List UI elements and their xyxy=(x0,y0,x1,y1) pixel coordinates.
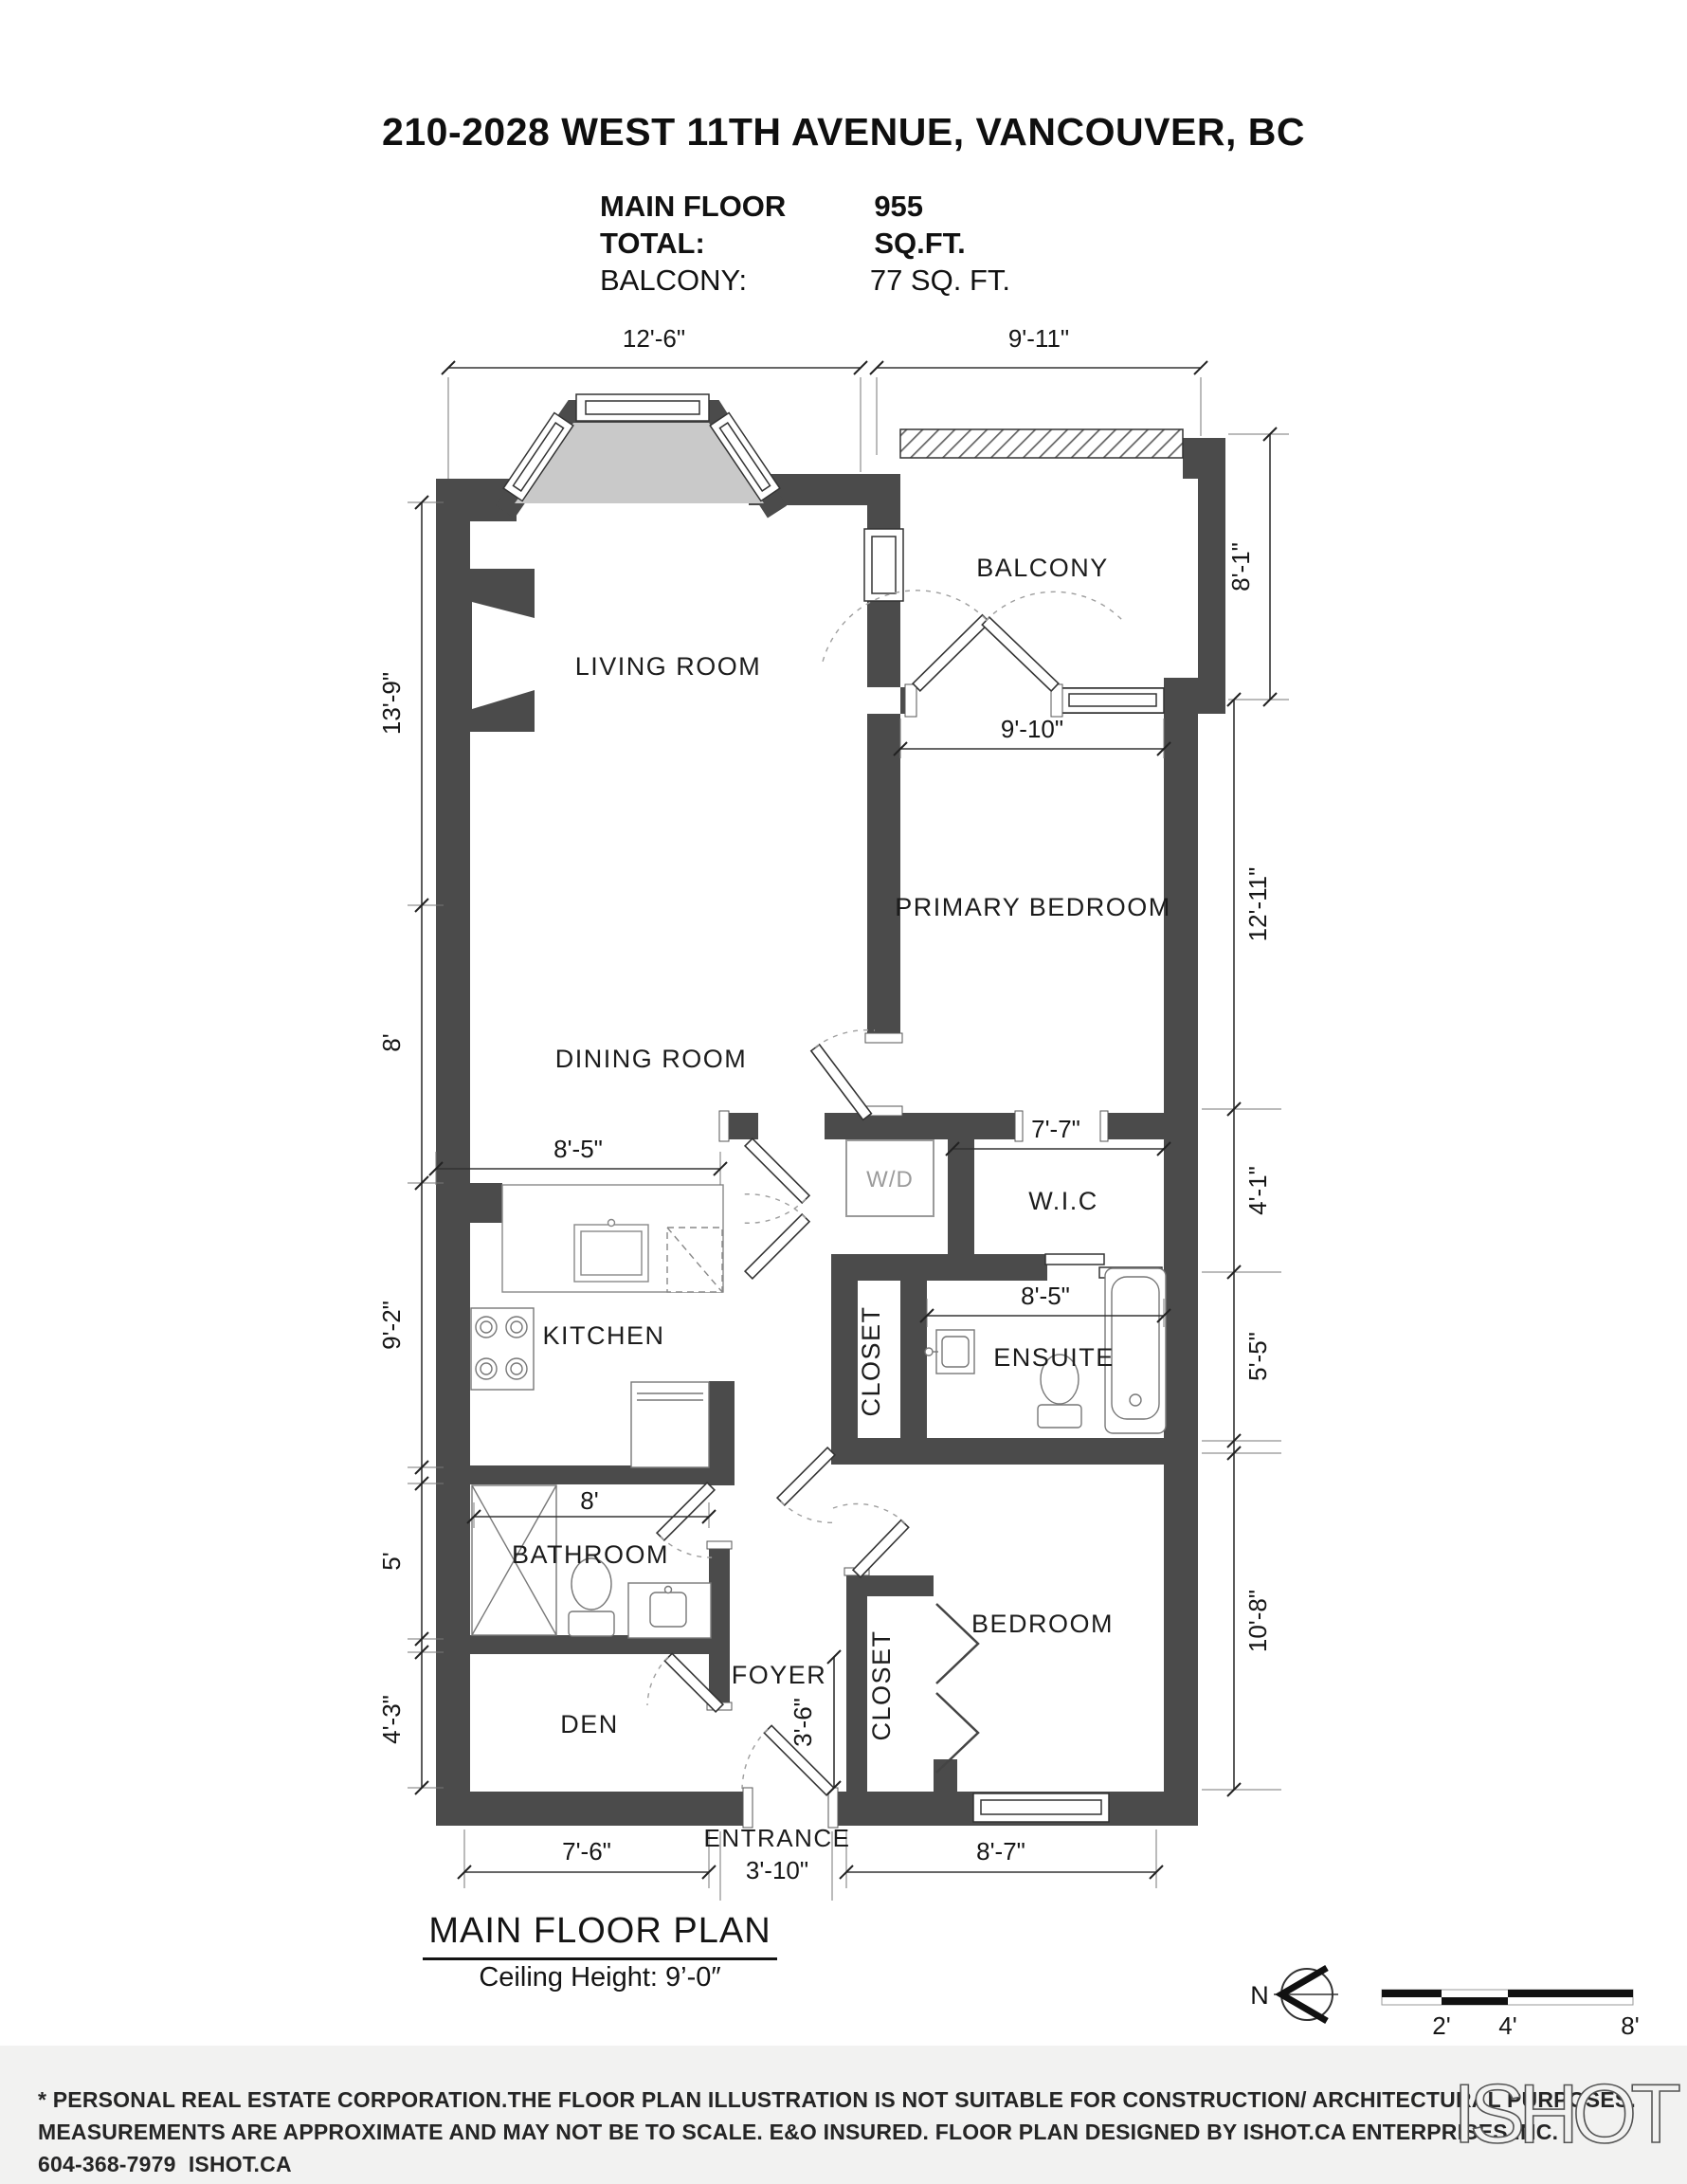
dim-right-balcony: 8'-1" xyxy=(1226,542,1255,592)
dim-kitchen-width: 8'-5" xyxy=(553,1135,603,1163)
bay-window xyxy=(503,394,780,512)
ceiling-height: Ceiling Height: 9’-0″ xyxy=(479,1962,721,1993)
bathroom-vanity xyxy=(628,1583,711,1638)
dim-top-left: 12'-6" xyxy=(622,324,686,353)
plan-title: MAIN FLOOR PLAN xyxy=(423,1911,776,1960)
footer xyxy=(0,2046,1687,2184)
dim-left-bathroom: 5' xyxy=(377,1552,406,1571)
foyer-label: FOYER xyxy=(731,1661,827,1689)
entrance-label: ENTRANCE xyxy=(703,1824,851,1852)
dim-right-wic: 4'-1" xyxy=(1243,1166,1272,1215)
disclaimer-line-2: MEASUREMENTS ARE APPROXIMATE AND MAY NOT BE TO SCALE. E&O INSURED. FLOOR PLAN DESIGNED BY ISHOT.CA ENTERPRISES INC. xyxy=(38,2120,1559,2144)
dim-bottom-bedroom: 8'-7" xyxy=(976,1837,1025,1866)
bedroom-closet-label: CLOSET xyxy=(867,1629,896,1741)
dim-left-kitchen: 9'-2" xyxy=(377,1301,406,1350)
scale-2ft: 2' xyxy=(1432,2011,1451,2040)
balcony-label: BALCONY xyxy=(976,554,1109,582)
dim-foyer-height: 3'-6" xyxy=(789,1698,817,1747)
scale-8ft: 8' xyxy=(1621,2011,1640,2040)
dim-left-living: 13'-9" xyxy=(377,671,406,736)
ensuite-label: ENSUITE xyxy=(993,1343,1115,1372)
page-title: 210-2028 WEST 11TH AVENUE, VANCOUVER, BC xyxy=(382,110,1305,154)
fridge xyxy=(631,1382,709,1467)
living-room-label: LIVING ROOM xyxy=(574,652,762,681)
plan-caption xyxy=(387,1911,813,1993)
north-arrow-icon xyxy=(1250,1968,1338,2021)
disclaimer xyxy=(38,2084,1636,2180)
dim-left-dining: 8' xyxy=(377,1033,406,1052)
dim-ensuite-width: 8'-5" xyxy=(1021,1282,1070,1310)
kitchen-counter xyxy=(502,1185,723,1292)
dim-right-bedroom: 10'-8" xyxy=(1243,1589,1272,1653)
dim-right-primary: 12'-11" xyxy=(1243,866,1272,942)
balcony-area-label: BALCONY: xyxy=(600,264,748,297)
dim-top-right: 9'-11" xyxy=(1007,324,1070,353)
kitchen-label: KITCHEN xyxy=(542,1321,665,1350)
dim-left-den: 4'-3" xyxy=(377,1695,406,1744)
disclaimer-line-3: 604-368-7979 ISHOT.CA xyxy=(38,2152,292,2176)
stove xyxy=(471,1308,534,1390)
dim-wic-width: 7'-7" xyxy=(1031,1115,1080,1143)
bathroom-label: BATHROOM xyxy=(512,1540,669,1569)
scale-bar xyxy=(1382,1990,1640,2040)
ishot-logo xyxy=(1445,2063,1682,2167)
wic-label: W.I.C xyxy=(1028,1187,1098,1215)
bathroom-toilet xyxy=(569,1558,614,1636)
den-label: DEN xyxy=(560,1710,619,1738)
balcony-area-value: 77 SQ. FT. xyxy=(869,264,1010,297)
dim-bottom-den: 7'-6" xyxy=(562,1837,611,1866)
ensuite-sink xyxy=(925,1330,974,1374)
washer-dryer xyxy=(846,1140,934,1216)
room-labels xyxy=(512,554,1171,1741)
disclaimer-line-1: * PERSONAL REAL ESTATE CORPORATION.THE FLOOR PLAN ILLUSTRATION IS NOT SUITABLE FOR CONSTRUCTION/ ARCHITECTURAL PURPOSES. xyxy=(38,2087,1636,2112)
dim-bottom-entrance: 3'-10" xyxy=(745,1856,809,1884)
main-floor-total-value: 955 SQ.FT. xyxy=(874,190,966,260)
scale-4ft: 4' xyxy=(1498,2011,1517,2040)
north-label: N xyxy=(1250,1981,1269,2010)
washer-dryer-label: W/D xyxy=(866,1167,914,1192)
dim-bathroom-width: 8' xyxy=(580,1486,599,1515)
balcony-railing xyxy=(900,429,1183,458)
dining-room-label: DINING ROOM xyxy=(554,1045,748,1073)
dim-primary-width: 9'-10" xyxy=(1000,715,1064,743)
main-floor-total-label: MAIN FLOOR TOTAL: xyxy=(600,190,787,260)
hall-closet-label: CLOSET xyxy=(857,1305,885,1417)
bedroom-label: BEDROOM xyxy=(970,1610,1115,1638)
primary-bedroom-label: PRIMARY BEDROOM xyxy=(895,893,1171,921)
dim-right-ensuite: 5'-5" xyxy=(1243,1332,1272,1381)
ishot-logo-text: ISHOT xyxy=(1453,2066,1675,2160)
